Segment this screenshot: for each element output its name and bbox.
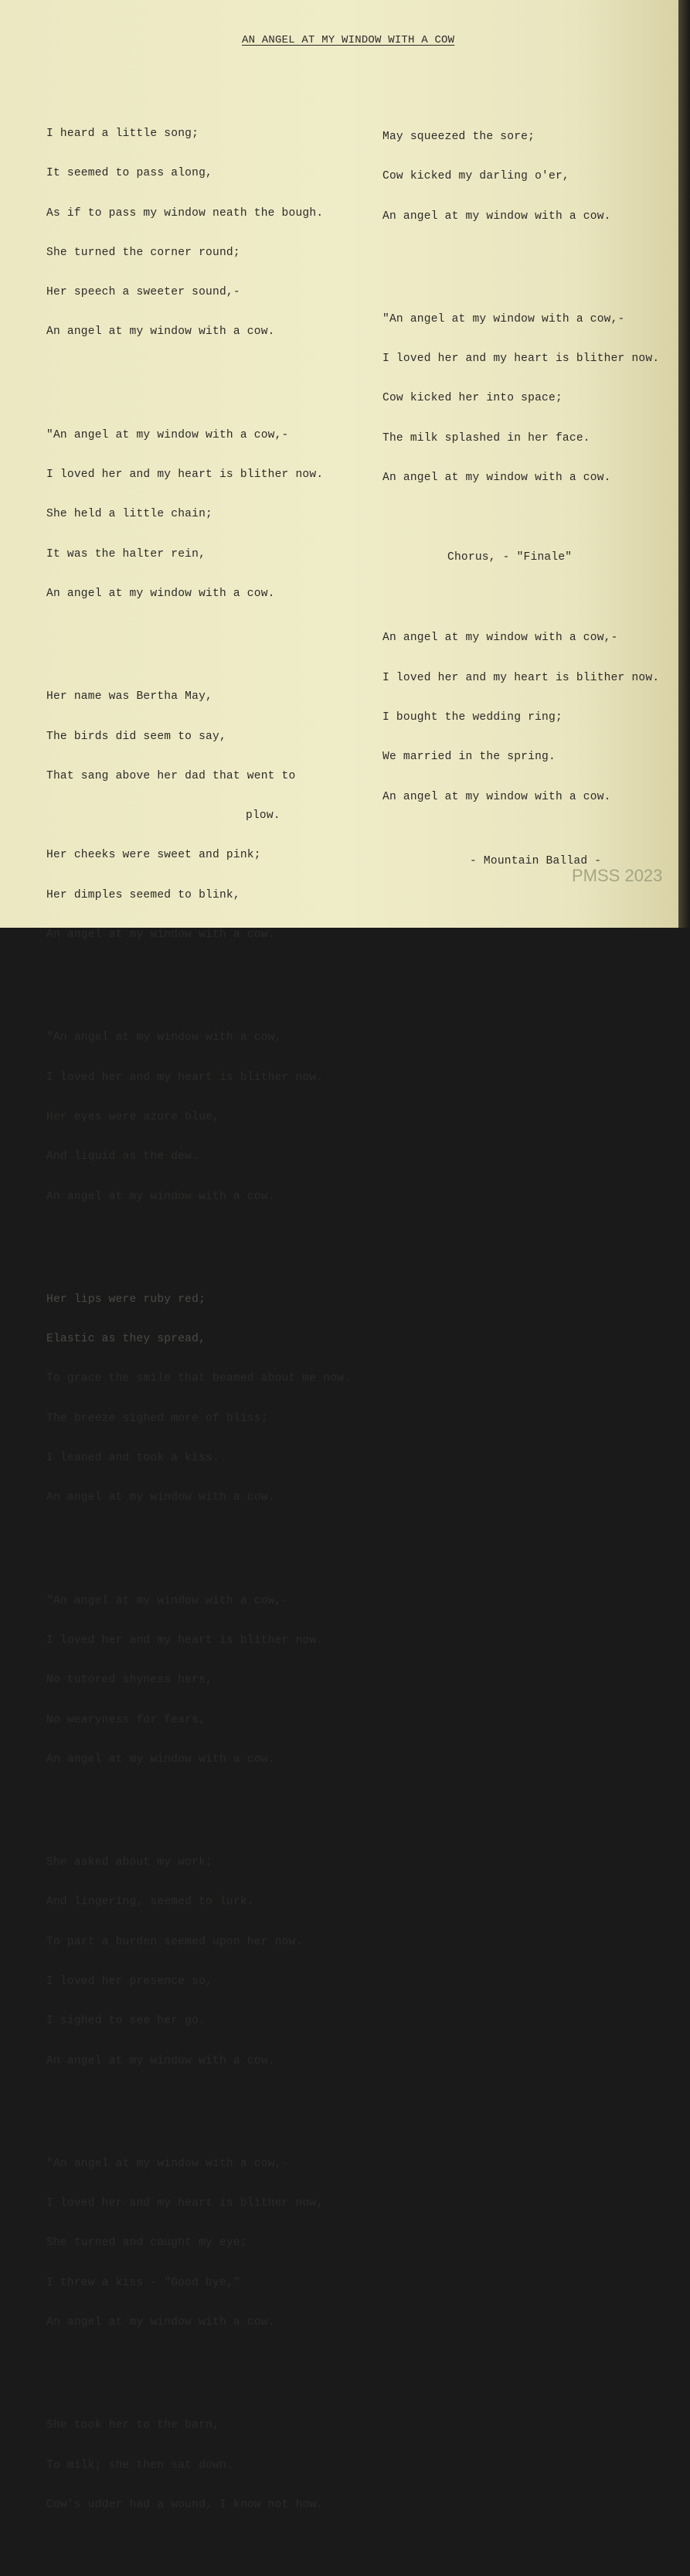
stanza <box>46 1268 386 1531</box>
lyric-line: I heard a little song; <box>46 128 199 140</box>
lyric-line: I loved her and my heart is blither now. <box>382 671 660 684</box>
lyric-line: It was the halter rein, <box>46 547 206 561</box>
chorus-heading: Chorus, - "Finale" <box>447 551 573 564</box>
lyric-line: She held a little chain; <box>46 508 212 521</box>
lyric-line: An angel at my window with a cow. <box>382 790 611 803</box>
lyric-line: Her dimples seemed to blink, <box>46 888 240 901</box>
stanza <box>46 1831 386 2094</box>
lyric-line: She turned the corner round; <box>46 246 240 259</box>
lyric-line: She turned and caught my eye; <box>46 2237 247 2250</box>
stanza <box>382 288 676 510</box>
stanza <box>46 1006 386 1228</box>
lyric-line: And lingering, seemed to lurk. <box>46 1896 254 1909</box>
lyric-line: Her eyes were azure blue, <box>46 1110 219 1123</box>
lyric-line: No wearyness for fears, <box>46 1713 206 1726</box>
lyric-line: I bought the wedding ring; <box>382 710 563 724</box>
binding-edge <box>678 0 690 928</box>
lyric-line: We married in the spring. <box>382 751 556 764</box>
lyric-line: An angel at my window with a cow. <box>46 929 275 942</box>
lyric-line: I loved her and my heart is blither now, <box>46 2197 324 2210</box>
lyric-line: An angel at my window with a cow. <box>46 1491 275 1504</box>
lyric-line: "An angel at my window with a cow,- <box>46 2157 289 2170</box>
lyric-line: An angel at my window with a cow. <box>46 1190 275 1203</box>
lyric-line: She asked about my work; <box>46 1856 212 1869</box>
lyric-line: I leaned and took a kiss. <box>46 1452 219 1465</box>
lyric-line: Her lips were ruby red; <box>46 1293 206 1306</box>
lyric-line: The milk splashed in her face. <box>382 431 590 445</box>
lyric-line: It seemed to pass along, <box>46 167 212 180</box>
lyric-line: Cow kicked my darling o'er, <box>382 170 569 183</box>
lyric-line: I loved her and my heart is blither now. <box>46 469 324 482</box>
lyric-line: That sang above her dad that went to <box>46 769 296 782</box>
lyric-line: Her name was Bertha May, <box>46 690 212 704</box>
lyric-line: An angel at my window with a cow. <box>46 2316 275 2329</box>
lyric-line: I loved her presence so, <box>46 1975 212 1988</box>
lyric-line: Cow's udder had a wound, I know not how. <box>46 2498 324 2511</box>
lyric-line: To milk; she then sat down. <box>46 2458 233 2472</box>
lyric-line: And liquid as the dew. <box>46 1150 199 1164</box>
stanza <box>382 105 676 249</box>
lyric-line: To part a burden seemed upon her now. <box>46 1935 303 1948</box>
lyric-line: An angel at my window with a cow. <box>46 2054 275 2067</box>
lyric-line: Cow kicked her into space; <box>382 392 563 405</box>
lyric-line: Her speech a sweeter sound,- <box>46 286 240 299</box>
lyric-line: An angel at my window with a cow. <box>46 1753 275 1766</box>
lyric-line: An angel at my window with a cow,- <box>382 632 618 645</box>
lyric-line: Elastic as they spread, <box>46 1333 206 1346</box>
lyric-line: To grace the smile that beamed about me now. <box>46 1372 352 1385</box>
stanza <box>46 404 386 626</box>
lyric-line: She took her to the barn, <box>46 2419 219 2432</box>
lyric-line: I sighed to see her go. <box>46 2015 206 2028</box>
lyric-line: An angel at my window with a cow. <box>382 210 611 223</box>
stanza <box>46 102 386 365</box>
lyric-line: I loved her and my heart is blither now. <box>46 1634 324 1647</box>
stanza <box>46 2132 386 2355</box>
lyric-line: I loved her and my heart is blither now. <box>46 1071 324 1084</box>
lyric-line: Her cheeks were sweet and pink; <box>46 849 261 862</box>
lyric-line: "An angel at my window with a cow,- <box>46 1594 289 1607</box>
lyric-line: I loved her and my heart is blither now. <box>382 353 660 366</box>
lyric-line: An angel at my window with a cow. <box>382 472 611 485</box>
lyric-line: The birds did seem to say, <box>46 730 226 743</box>
stanza <box>46 665 386 967</box>
lyric-line: An angel at my window with a cow. <box>46 325 275 339</box>
lyric-line: plow. <box>246 809 280 823</box>
right-column <box>382 80 676 894</box>
lyric-line: "An angel at my window with a cow, <box>46 1031 282 1044</box>
attribution: - Mountain Ballad - <box>470 854 602 867</box>
lyric-line: I threw a kiss - "Good bye," <box>46 2276 240 2289</box>
lyric-line: "An angel at my window with a cow,- <box>46 428 289 441</box>
lyric-line: As if to pass my window neath the bough. <box>46 206 324 220</box>
final-stanza <box>382 606 676 829</box>
lyric-line: "An angel at my window with a cow,- <box>382 312 625 325</box>
song-title: AN ANGEL AT MY WINDOW WITH A COW <box>242 34 455 46</box>
lyric-line: No tutored shyness hers, <box>46 1674 212 1687</box>
stanza <box>46 1569 386 1792</box>
lyric-line: The breeze sighed more of bliss; <box>46 1412 268 1425</box>
lyric-line: May squeezed the sore; <box>382 131 535 143</box>
left-column <box>46 77 386 2576</box>
watermark: PMSS 2023 <box>572 866 663 885</box>
lyric-line: An angel at my window with a cow. <box>46 587 275 600</box>
stanza <box>46 2394 386 2537</box>
